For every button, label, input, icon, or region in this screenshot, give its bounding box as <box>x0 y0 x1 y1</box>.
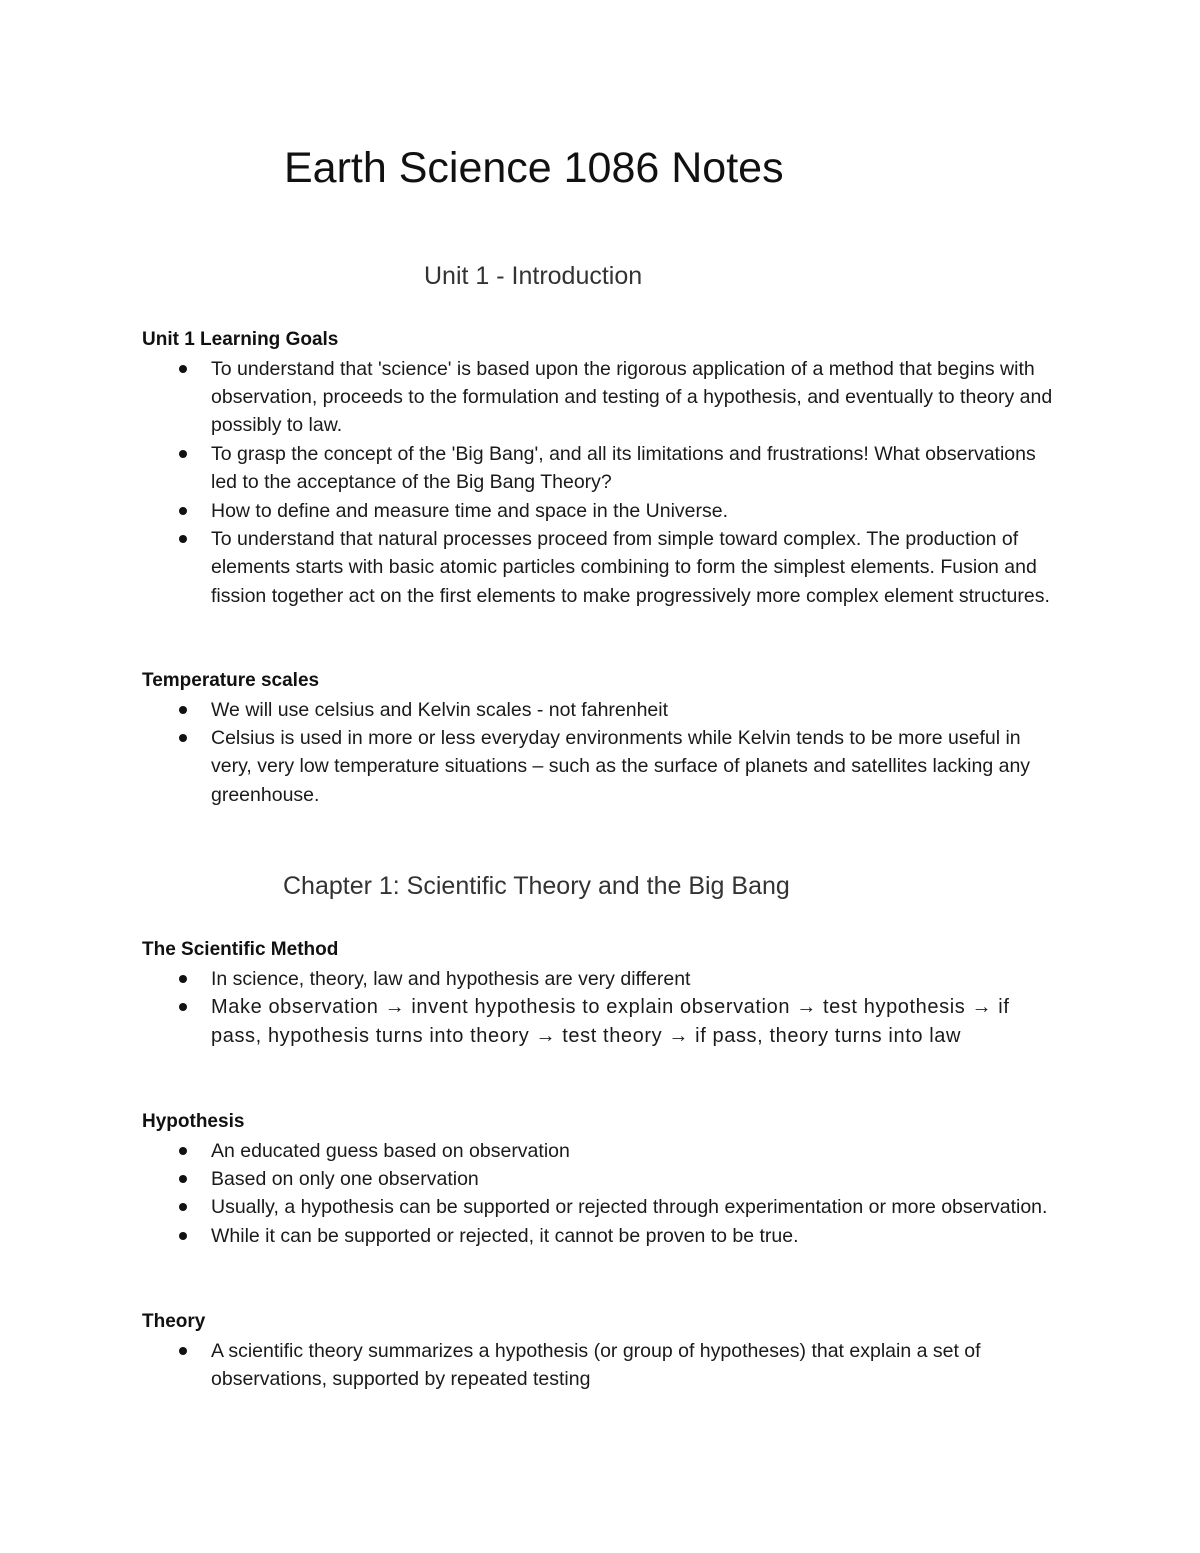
hypothesis-section <box>142 1108 1062 1250</box>
list-item <box>142 1222 1062 1250</box>
list-item-text: Based on only one observation <box>211 1167 479 1190</box>
theory-heading: Theory <box>142 1311 206 1332</box>
bullet-icon <box>179 365 187 373</box>
bullet-icon <box>179 1203 187 1211</box>
hypothesis-heading: Hypothesis <box>142 1111 245 1132</box>
temperature-heading: Temperature scales <box>142 670 320 691</box>
bullet-icon <box>179 507 187 515</box>
bullet-icon <box>179 1003 187 1011</box>
list-item <box>142 1193 1062 1221</box>
list-item <box>142 1137 1062 1165</box>
bullet-icon <box>179 1147 187 1155</box>
list-item-text: How to define and measure time and space in the Universe. <box>211 499 729 522</box>
document-title: Earth Science 1086 Notes <box>284 144 784 192</box>
list-item <box>142 355 1062 440</box>
list-item <box>142 497 1062 525</box>
list-item <box>142 696 1062 724</box>
list-item <box>142 724 1062 809</box>
list-item-text: To understand that natural processes proceed from simple toward complex. The production of elements starts with basic atomic particles combining to form the simplest elements. Fusion and fission together act on the first elements to make progressively more complex element structures. <box>211 527 1050 607</box>
list-item <box>142 993 1062 1051</box>
list-item-text: Celsius is used in more or less everyday environments while Kelvin tends to be more useful in very, very low temperature situations – such as the surface of planets and satellites lacking any greenhouse. <box>211 726 1031 806</box>
learning-goals-section <box>142 326 1062 610</box>
list-item <box>142 965 1062 993</box>
bullet-icon <box>179 975 187 983</box>
list-item-text: In science, theory, law and hypothesis are very different <box>211 967 691 990</box>
scientific-method-section <box>142 936 1062 1051</box>
list-item <box>142 1337 1062 1394</box>
scientific-method-list <box>142 965 1062 1051</box>
bullet-icon <box>179 706 187 714</box>
list-item <box>142 1165 1062 1193</box>
list-item-text: An educated guess based on observation <box>211 1139 570 1162</box>
list-item-text: To understand that 'science' is based upon the rigorous application of a method that begins with observation, proceeds to the formulation and testing of a hypothesis, and eventually to theory and possibly to law. <box>211 357 1053 437</box>
list-item <box>142 440 1062 497</box>
bullet-icon <box>179 535 187 543</box>
list-item-text: A scientific theory summarizes a hypothesis (or group of hypotheses) that explain a set of observations, supported by repeated testing <box>211 1339 981 1390</box>
list-item-text: We will use celsius and Kelvin scales - not fahrenheit <box>211 698 669 721</box>
learning-goals-heading: Unit 1 Learning Goals <box>142 329 339 350</box>
learning-goals-list <box>142 355 1062 611</box>
temperature-section <box>142 667 1062 809</box>
bullet-icon <box>179 450 187 458</box>
scientific-method-heading: The Scientific Method <box>142 939 339 960</box>
bullet-icon <box>179 734 187 742</box>
bullet-icon <box>179 1175 187 1183</box>
theory-list <box>142 1337 1062 1394</box>
list-item-text: To grasp the concept of the 'Big Bang', and all its limitations and frustrations! What observations led to the acceptance of the Big Bang Theory? <box>211 442 1036 494</box>
list-item <box>142 525 1062 610</box>
bullet-icon <box>179 1232 187 1240</box>
bullet-icon <box>179 1347 187 1355</box>
theory-section <box>142 1308 1062 1393</box>
temperature-list <box>142 696 1062 810</box>
list-item-text: Usually, a hypothesis can be supported or rejected through experimentation or more observation. <box>211 1196 1048 1219</box>
hypothesis-list <box>142 1137 1062 1251</box>
chapter-title: Chapter 1: Scientific Theory and the Big Bang <box>283 872 790 900</box>
list-item-text: While it can be supported or rejected, it cannot be proven to be true. <box>211 1224 799 1247</box>
list-item-text: Make observation → invent hypothesis to explain observation → test hypothesis → if pass, hypothesis turns into theory → test theory → if pass, theory turns into law <box>211 995 1010 1047</box>
unit-title: Unit 1 - Introduction <box>424 262 643 290</box>
